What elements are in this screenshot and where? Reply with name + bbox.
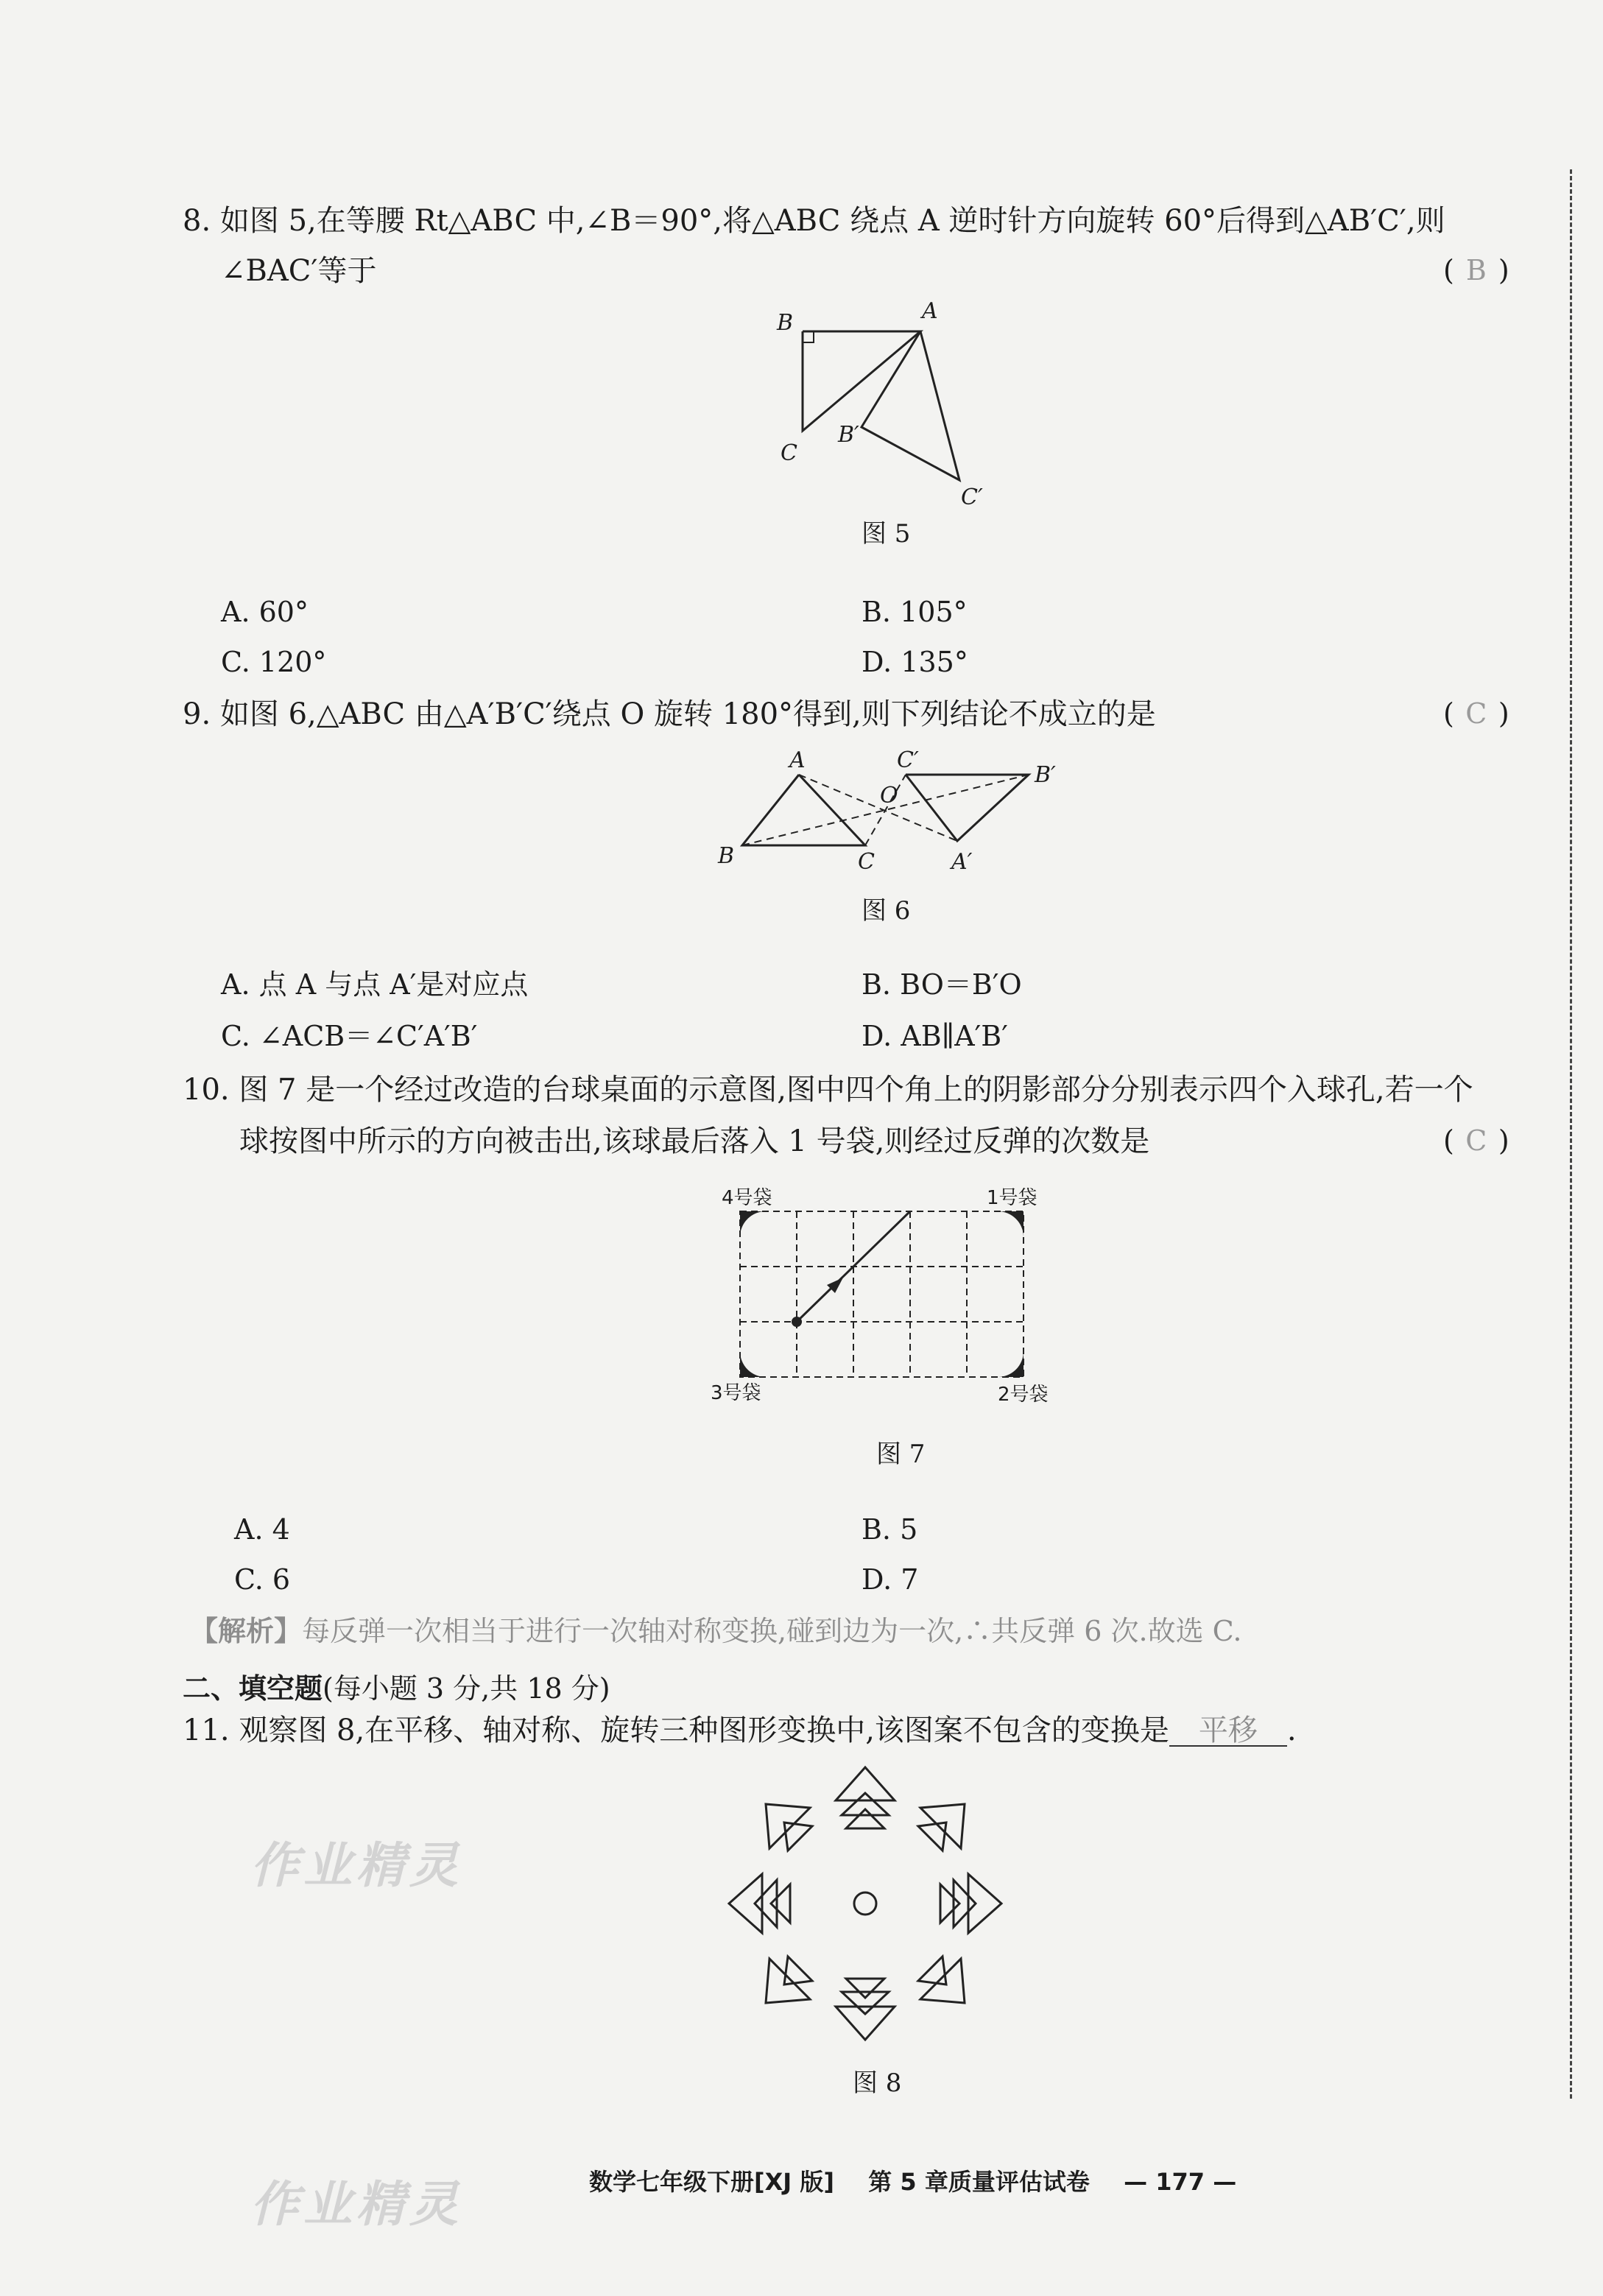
q10-answer: C xyxy=(1465,1124,1487,1157)
paren-open: ( xyxy=(1443,254,1454,286)
q10-option-d: D. 7 xyxy=(862,1563,919,1596)
dashed-a-ap xyxy=(799,775,957,841)
q8-text-line2: ∠BAC′等于 xyxy=(221,254,377,288)
label-o: O xyxy=(880,783,898,809)
pocket-1-label: 1号袋 xyxy=(987,1187,1037,1209)
label-c: C xyxy=(858,849,875,875)
label-bp: B′ xyxy=(838,422,859,448)
q9-option-b: B. BO＝B′O xyxy=(862,968,1022,1001)
label-cp: C′ xyxy=(897,747,919,773)
q10-option-a: A. 4 xyxy=(234,1513,290,1546)
label-bp: B′ xyxy=(1035,762,1056,788)
q10-text-line1: 10. 图 7 是一个经过改造的台球桌面的示意图,图中四个角上的阴影部分分别表示四个入球孔,若一个 xyxy=(183,1073,1473,1107)
q9-option-a: A. 点 A 与点 A′是对应点 xyxy=(221,968,529,1001)
right-angle-mark xyxy=(803,331,814,342)
pocket-2-label: 2号袋 xyxy=(998,1384,1049,1406)
label-a: A xyxy=(789,747,806,773)
pocket-3-label: 3号袋 xyxy=(711,1382,761,1404)
q10-option-b: B. 5 xyxy=(862,1513,918,1546)
q9-answer: C xyxy=(1465,697,1487,730)
q11-line: 11. 观察图 8,在平移、轴对称、旋转三种图形变换中,该图案不包含的变换是 平移 . xyxy=(183,1714,1297,1747)
q10-option-c: C. 6 xyxy=(234,1563,291,1596)
explanation-heading: 【解析】 xyxy=(190,1614,303,1647)
q9-text: 9. 如图 6,△ABC 由△A′B′C′绕点 O 旋转 180°得到,则下列结论不成立的是 xyxy=(183,697,1156,731)
q8-option-a: A. 60° xyxy=(221,596,309,628)
q11-answer-blank: 平移 xyxy=(1169,1716,1287,1747)
ball xyxy=(792,1317,802,1327)
figure-8-pattern xyxy=(725,1764,1005,2043)
pocket-3 xyxy=(740,1351,766,1377)
table-border xyxy=(740,1211,1024,1377)
triangle-abpcp xyxy=(862,331,959,480)
triangle-abc xyxy=(742,775,865,845)
table-grid xyxy=(740,1211,1024,1377)
label-b: B xyxy=(718,843,735,869)
q8-answer: B xyxy=(1465,254,1487,286)
figure-6-caption: 图 6 xyxy=(862,896,911,926)
q10-text-line2: 球按图中所示的方向被击出,该球最后落入 1 号袋,则经过反弹的次数是 xyxy=(239,1124,1150,1158)
figure-7-billiard-table xyxy=(707,1171,1075,1414)
watermark-bottom: 作业精灵 xyxy=(250,2176,462,2233)
label-c: C xyxy=(781,440,797,466)
pocket-4 xyxy=(740,1211,766,1237)
label-cp: C′ xyxy=(961,485,983,508)
footer-chapter: 第 5 章质量评估试卷 xyxy=(868,2168,1090,2196)
watermark-top: 作业精灵 xyxy=(250,1837,462,1894)
q11-text: 11. 观察图 8,在平移、轴对称、旋转三种图形变换中,该图案不包含的变换是 xyxy=(183,1714,1169,1747)
q8-option-b: B. 105° xyxy=(862,596,968,628)
figure-6 xyxy=(707,736,1075,884)
q8-text-line1: 8. 如图 5,在等腰 Rt△ABC 中,∠B＝90°,将△ABC 绕点 A 逆时针方向旋转 60°后得到△AB′C′,则 xyxy=(183,204,1445,238)
q10-explanation xyxy=(190,1614,1242,1647)
figure-7-caption: 图 7 xyxy=(876,1440,926,1469)
explanation-text: 每反弹一次相当于进行一次轴对称变换,碰到边为一次,∴共反弹 6 次.故选 C. xyxy=(302,1615,1242,1647)
q9-option-d: D. AB∥A′B′ xyxy=(862,1020,1008,1052)
q9-answer-paren: ( C ) xyxy=(1443,697,1509,730)
footer-page-number: — 177 — xyxy=(1124,2168,1237,2196)
triangle-apbpcp xyxy=(906,775,1029,841)
figure-5-caption: 图 5 xyxy=(862,519,911,549)
page-footer xyxy=(589,2163,1236,2197)
section-fill-in-title: 二、填空题(每小题 3 分,共 18 分) xyxy=(183,1672,610,1705)
pocket-4-label: 4号袋 xyxy=(722,1187,772,1209)
figure-5 xyxy=(766,295,1016,508)
label-b: B xyxy=(777,310,794,336)
label-a: A xyxy=(922,298,938,324)
pocket-2 xyxy=(998,1351,1024,1377)
pocket-1 xyxy=(998,1211,1024,1237)
q8-answer-paren xyxy=(1443,256,1509,284)
figure-8-caption: 图 8 xyxy=(853,2068,902,2098)
q8-option-c: C. 120° xyxy=(221,646,327,678)
triangle-abc xyxy=(803,331,920,431)
paren-close: ) xyxy=(1498,254,1509,286)
label-ap: A′ xyxy=(951,849,973,875)
margin-dashed-line xyxy=(1570,169,1572,2099)
footer-book: 数学七年级下册[XJ 版] xyxy=(589,2168,834,2196)
q9-option-c: C. ∠ACB＝∠C′A′B′ xyxy=(221,1020,478,1052)
q8-option-d: D. 135° xyxy=(862,646,968,678)
q10-answer-paren: ( C ) xyxy=(1443,1124,1509,1157)
